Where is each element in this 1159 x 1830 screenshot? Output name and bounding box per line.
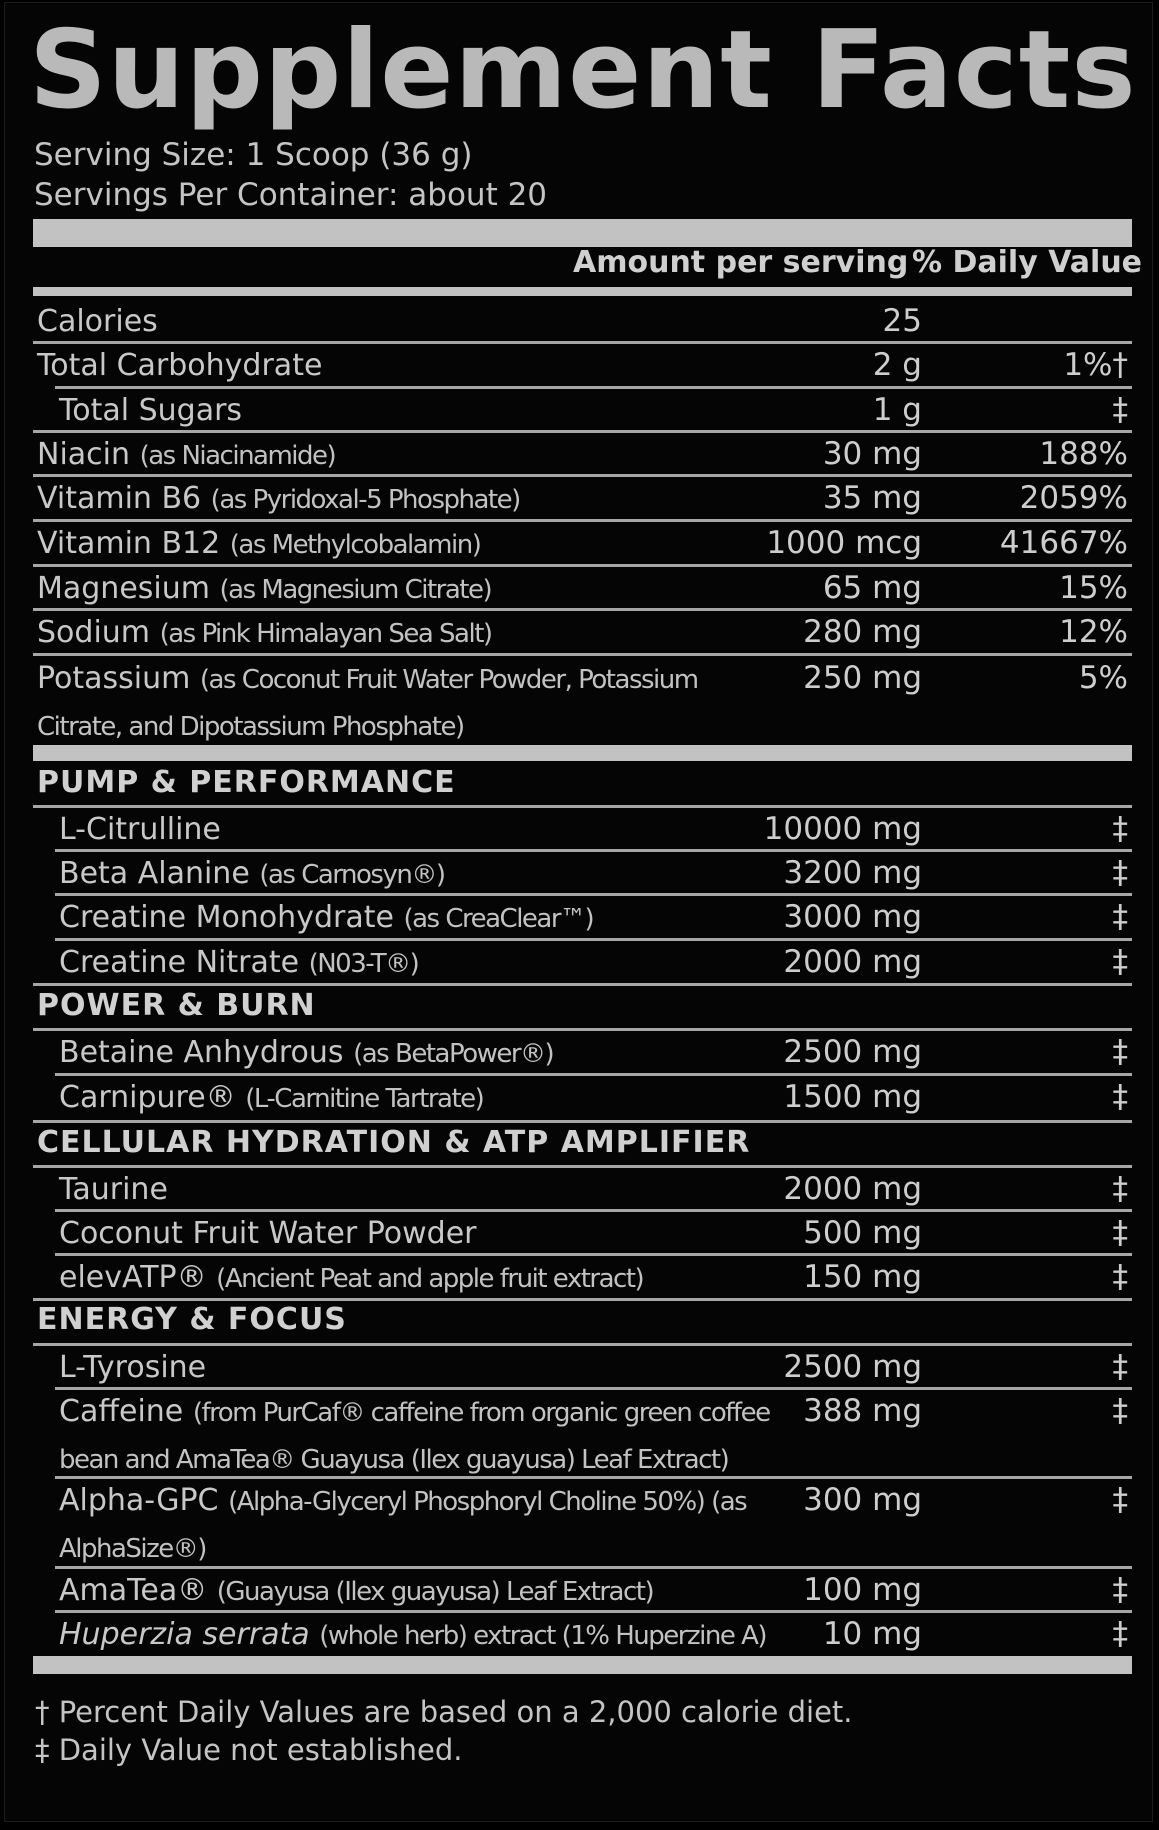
- daily-value-header: % Daily Value: [912, 245, 1143, 280]
- ingredient-amount: 2500 mg: [783, 1349, 922, 1385]
- ingredient-amount: 2000 mg: [783, 1171, 922, 1207]
- ingredient-daily-value: ‡: [1112, 1171, 1128, 1207]
- ingredient-row: [33, 1255, 1132, 1297]
- ingredient-amount: 2000 mg: [783, 944, 922, 980]
- ingredient-name: elevATP® (Ancient Peat and apple fruit extract): [59, 1260, 644, 1295]
- section-title-power-burn: POWER & BURN: [37, 988, 316, 1023]
- ingredient-row: [33, 1075, 1132, 1117]
- nutrient-name: Magnesium (as Magnesium Citrate): [37, 571, 492, 606]
- nutrient-row-vitamin-b12: [33, 521, 1132, 563]
- nutrient-row-magnesium: [33, 566, 1132, 608]
- panel-title: Supplement Facts: [29, 8, 1137, 133]
- ingredient-qualifier: (as Carnosyn®): [259, 860, 445, 890]
- ingredient-qualifier: (as CreaClear™): [403, 904, 594, 934]
- nutrient-name: Potassium (as Coconut Fruit Water Powder, Potassium Citrate, and Dipotassium Phosphate): [37, 661, 698, 742]
- ingredient-daily-value: ‡: [1112, 1572, 1128, 1608]
- ingredient-name: AmaTea® (Guayusa (Ilex guayusa) Leaf Extract): [59, 1573, 654, 1608]
- nutrient-qualifier: (as Pink Himalayan Sea Salt): [159, 619, 492, 649]
- serving-size: Serving Size: 1 Scoop (36 g): [34, 137, 473, 173]
- ingredient-daily-value: ‡: [1112, 1349, 1128, 1385]
- ingredient-row: [33, 1345, 1132, 1387]
- ingredient-amount: 150 mg: [803, 1259, 922, 1295]
- ingredient-name: Creatine Nitrate (N03-T®): [59, 945, 419, 980]
- nutrient-amount: 35 mg: [822, 480, 922, 516]
- ingredient-row: [33, 1389, 1132, 1477]
- ingredient-qualifier: (Alpha-Glyceryl Phosphoryl Choline 50%) (as AlphaSize®): [59, 1487, 747, 1564]
- nutrient-name: Total Sugars: [59, 393, 243, 428]
- nutrient-daily-value: 41667%: [999, 525, 1128, 561]
- nutrient-qualifier: (as Coconut Fruit Water Powder, Potassium Citrate, and Dipotassium Phosphate): [37, 665, 698, 742]
- ingredient-qualifier: (as BetaPower®): [353, 1039, 554, 1069]
- nutrient-daily-value: 1%†: [1063, 347, 1128, 383]
- ingredient-row: [33, 1568, 1132, 1610]
- nutrient-amount: 280 mg: [803, 614, 922, 650]
- nutrient-row-carbohydrate: [33, 343, 1132, 385]
- ingredient-name: Alpha-GPC (Alpha-Glyceryl Phosphoryl Choline 50%) (as AlphaSize®): [59, 1483, 747, 1564]
- nutrient-daily-value: 188%: [1039, 436, 1128, 472]
- section-title-energy-focus: ENERGY & FOCUS: [37, 1302, 347, 1337]
- ingredient-name: Caffeine (from PurCaf® caffeine from organic green coffee bean and AmaTea® Guayusa (Ilex guayusa) Leaf Extract): [59, 1394, 770, 1475]
- medium-divider: [33, 287, 1132, 296]
- nutrient-name: Vitamin B6 (as Pyridoxal-5 Phosphate): [37, 481, 520, 516]
- ingredient-name: Taurine: [59, 1172, 168, 1207]
- servings-per-container: Servings Per Container: about 20: [34, 177, 548, 213]
- ingredient-daily-value: ‡: [1112, 1393, 1128, 1429]
- ingredient-daily-value: ‡: [1112, 1616, 1128, 1652]
- nutrient-row-niacin: [33, 432, 1132, 474]
- ingredient-qualifier: (L-Carnitine Tartrate): [245, 1084, 484, 1114]
- nutrient-daily-value: 5%: [1078, 660, 1128, 696]
- nutrient-qualifier: (as Magnesium Citrate): [219, 575, 492, 605]
- ingredient-amount: 388 mg: [803, 1393, 922, 1429]
- nutrient-amount: 25: [882, 303, 922, 339]
- ingredient-amount: 10 mg: [822, 1616, 922, 1652]
- nutrient-row-calories: [33, 299, 1132, 341]
- ingredient-row: [33, 1478, 1132, 1566]
- nutrient-row-sugars: [33, 388, 1132, 430]
- nutrient-amount: 30 mg: [822, 436, 922, 472]
- ingredient-daily-value: ‡: [1112, 1482, 1128, 1518]
- ingredient-name: Coconut Fruit Water Powder: [59, 1216, 477, 1251]
- nutrient-name: Total Carbohydrate: [37, 348, 323, 383]
- ingredient-qualifier: (N03-T®): [308, 949, 419, 979]
- ingredient-row: [33, 1612, 1132, 1654]
- ingredient-daily-value: ‡: [1112, 1215, 1128, 1251]
- ingredient-qualifier: (Guayusa (Ilex guayusa) Leaf Extract): [216, 1577, 654, 1607]
- ingredient-name: Creatine Monohydrate (as CreaClear™): [59, 900, 594, 935]
- ingredient-daily-value: ‡: [1112, 1034, 1128, 1070]
- ingredient-row: [33, 851, 1132, 893]
- nutrient-name: Calories: [37, 304, 158, 339]
- ingredient-row: [33, 1167, 1132, 1209]
- amount-per-serving-header: Amount per serving: [573, 245, 909, 280]
- ingredient-amount: 300 mg: [803, 1482, 922, 1518]
- ingredient-amount: 2500 mg: [783, 1034, 922, 1070]
- ingredient-daily-value: ‡: [1112, 855, 1128, 891]
- ingredient-amount: 3000 mg: [783, 899, 922, 935]
- nutrient-amount: 250 mg: [803, 660, 922, 696]
- ingredient-amount: 10000 mg: [763, 811, 922, 847]
- nutrient-qualifier: (as Methylcobalamin): [229, 530, 481, 560]
- ingredient-amount: 3200 mg: [783, 855, 922, 891]
- nutrient-daily-value: ‡: [1112, 392, 1128, 428]
- ingredient-name: Huperzia serrata (whole herb) extract (1% Huperzine A): [59, 1617, 767, 1652]
- footnote-daily-value: † Percent Daily Values are based on a 2,000 calorie diet.: [35, 1695, 853, 1729]
- nutrient-row-vitamin-b6: [33, 476, 1132, 518]
- ingredient-row: [33, 1211, 1132, 1253]
- nutrient-amount: 2 g: [872, 347, 922, 383]
- section-title-pump-performance: PUMP & PERFORMANCE: [37, 765, 456, 800]
- footnote-not-established: ‡ Daily Value not established.: [35, 1733, 463, 1767]
- ingredient-amount: 1500 mg: [783, 1079, 922, 1115]
- ingredient-row: [33, 807, 1132, 849]
- ingredient-qualifier: (Ancient Peat and apple fruit extract): [216, 1264, 644, 1294]
- nutrient-daily-value: 15%: [1059, 570, 1128, 606]
- ingredient-daily-value: ‡: [1112, 811, 1128, 847]
- ingredient-daily-value: ‡: [1112, 1079, 1128, 1115]
- ingredient-name: Betaine Anhydrous (as BetaPower®): [59, 1035, 554, 1070]
- nutrient-daily-value: 2059%: [1019, 480, 1128, 516]
- nutrient-name: Niacin (as Niacinamide): [37, 437, 336, 472]
- ingredient-daily-value: ‡: [1112, 1259, 1128, 1295]
- nutrient-amount: 65 mg: [822, 570, 922, 606]
- nutrient-row-potassium: [33, 656, 1132, 746]
- ingredient-name: L-Citrulline: [59, 812, 221, 847]
- ingredient-daily-value: ‡: [1112, 899, 1128, 935]
- ingredient-daily-value: ‡: [1112, 944, 1128, 980]
- nutrient-name: Vitamin B12 (as Methylcobalamin): [37, 526, 481, 561]
- ingredient-row: [33, 895, 1132, 937]
- section-title-cellular-hydration: CELLULAR HYDRATION & ATP AMPLIFIER: [37, 1125, 751, 1160]
- ingredient-name: Carnipure® (L-Carnitine Tartrate): [59, 1080, 484, 1115]
- ingredient-row: [33, 940, 1132, 982]
- thick-divider-bottom: [33, 1656, 1132, 1674]
- nutrient-name: Sodium (as Pink Himalayan Sea Salt): [37, 615, 492, 650]
- nutrient-qualifier: (as Niacinamide): [139, 441, 336, 471]
- ingredient-name: L-Tyrosine: [59, 1350, 207, 1385]
- ingredient-row: [33, 1030, 1132, 1072]
- ingredient-qualifier: (from PurCaf® caffeine from organic green coffee bean and AmaTea® Guayusa (Ilex guayusa) Leaf Extract): [59, 1398, 770, 1475]
- ingredient-amount: 500 mg: [803, 1215, 922, 1251]
- ingredient-qualifier: (whole herb) extract (1% Huperzine A): [319, 1621, 767, 1651]
- ingredient-name: Beta Alanine (as Carnosyn®): [59, 856, 445, 891]
- nutrient-row-sodium: [33, 610, 1132, 652]
- nutrient-daily-value: 12%: [1059, 614, 1128, 650]
- thick-divider-nutrients: [33, 745, 1132, 761]
- nutrient-amount: 1 g: [872, 392, 922, 428]
- supplement-facts-panel: [4, 2, 1153, 1822]
- nutrient-qualifier: (as Pyridoxal-5 Phosphate): [210, 485, 520, 515]
- ingredient-amount: 100 mg: [803, 1572, 922, 1608]
- nutrient-amount: 1000 mcg: [766, 525, 922, 561]
